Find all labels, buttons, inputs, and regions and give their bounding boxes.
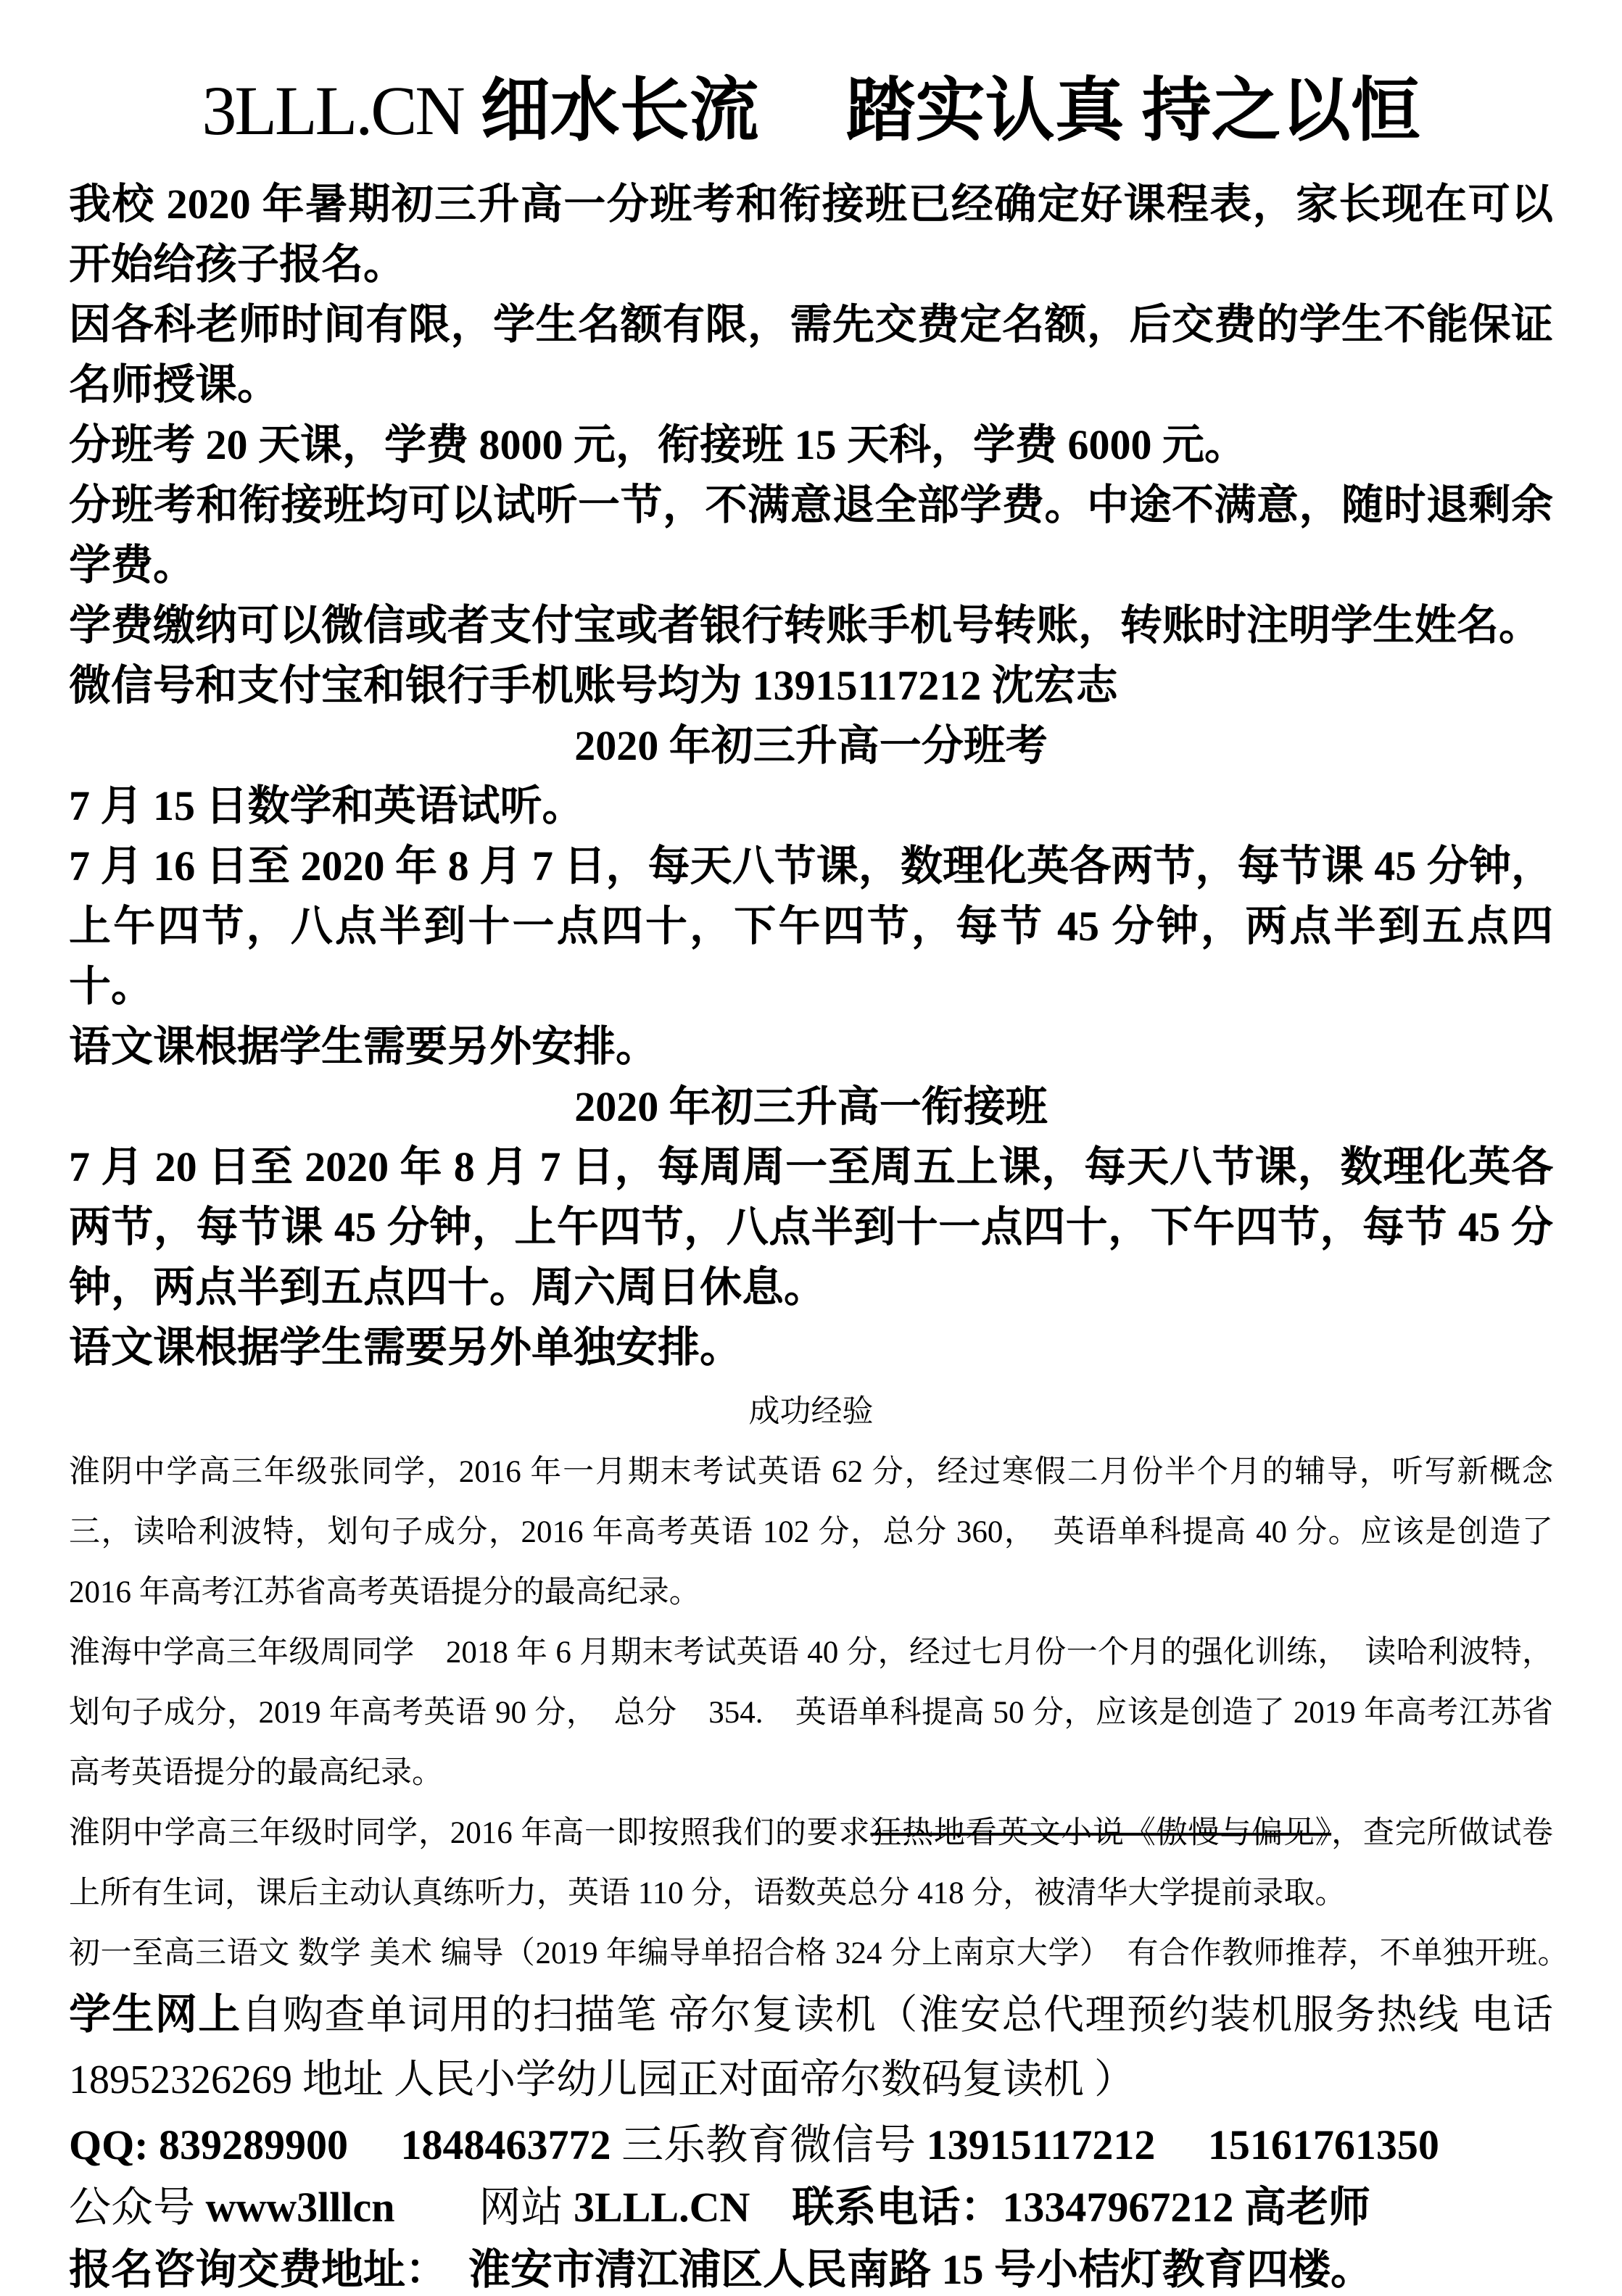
qq-contact-line <box>69 2114 1553 2176</box>
paragraph-account: 微信号和支付宝和银行手机账号均为 13915117212 沈宏志 <box>69 662 1118 709</box>
section-heading-xianjie: 2020 年初三升高一衔接班 <box>574 1083 1048 1130</box>
paragraph-fenban-chinese: 语文课根据学生需要另外安排。 <box>69 1023 658 1070</box>
paragraph-fee: 分班考 20 天课，学费 8000 元，衔接班 15 天科，学费 6000 元。 <box>69 421 1247 468</box>
paragraph-payment: 学费缴纳可以微信或者支付宝或者银行转账手机号转账，转账时注明学生姓名。 <box>69 602 1542 649</box>
paragraph-fenban-schedule: 7 月 16 日至 2020 年 8 月 7 日，每天八节课，数理化英各两节，每节课 45 分钟，上午四节，八点半到十一点四十，下午四节，每节 45 分钟，两点半到五点四十。 <box>69 842 1553 1010</box>
paragraph-trial-date: 7 月 15 日数学和英语试听。 <box>69 782 584 829</box>
paragraph-courses <box>69 1923 1615 2114</box>
title-motto: 细水长流 踏实认真 持之以恒 <box>463 72 1420 149</box>
title-site-name: 3LLL.CN <box>202 72 463 149</box>
website-url: 3LLL.CN <box>574 2184 750 2231</box>
web-contact-line <box>69 2176 1553 2239</box>
paragraph-refund: 分班考和衔接班均可以试听一节，不满意退全部学费。中途不满意，随时退剩余学费。 <box>69 481 1553 589</box>
story-3-strikethrough-text: 狂热地看英文小说《傲慢与偏见》 <box>870 1816 1332 1850</box>
address-value: 淮安市清江浦区人民南路 15 号小桔灯教育四楼。 <box>468 2246 1373 2293</box>
courses-students-online-text: 学生网上 <box>69 1991 241 2038</box>
paragraph-intro: 我校 2020 年暑期初三升高一分班考和衔接班已经确定好课程表，家长现在可以开始给孩子报名。 <box>69 181 1553 288</box>
courses-scanner-reseller-text: 自购查单词用的扫描笔 帝尔复读机（淮安总代理预约装机服务热线 电话 18952326269 地址 人民小学幼儿园正对面帝尔数码复读机 ） <box>69 1993 1553 2102</box>
story-3-text-after: ，查完所做试卷上所有生词，课后主动认真练听力，英语 110 分，语数英总分 418 分，被清华大学提前录取。 <box>69 1816 1554 1910</box>
public-account-id: www3lllcn <box>205 2184 395 2231</box>
website-label: 网站 <box>394 2184 574 2231</box>
wechat-numbers: 13915117212 15161761350 <box>926 2121 1439 2168</box>
paragraph-xianjie-schedule: 7 月 20 日至 2020 年 8 月 7 日，每周周一至周五上课，每天八节课，数理化英各两节，每节课 45 分钟，上午四节，八点半到十一点四十，下午四节，每节 45 分钟，两点半到五点四十。周六周日休息。 <box>69 1143 1553 1311</box>
qq-label: QQ: <box>69 2121 160 2168</box>
success-story-2: 淮海中学高三年级周同学 2018 年 6 月期末考试英语 40 分，经过七月份一个月的强化训练， 读哈利波特，划句子成分，2019 年高考英语 90 分， 总分 354. 英语单科提高 50 分，应该是创造了 2019 年高考江苏省高考英语提分的最高纪录。 <box>69 1636 1553 1790</box>
address-line <box>69 2239 1553 2296</box>
address-label: 报名咨询交费地址： <box>69 2246 469 2293</box>
wechat-label: 三乐教育微信号 <box>621 2121 927 2168</box>
courses-list-text: 初一至高三语文 数学 美术 编导（2019 年编导单招合格 324 分上南京大学） 有合作教师推荐，不单独开班。 <box>69 1936 1615 1970</box>
page-title <box>69 57 1553 165</box>
section-heading-fenban: 2020 年初三升高一分班考 <box>574 722 1048 769</box>
story-3-text-before: 淮阴中学高三年级时同学，2016 年高一即按照我们的要求 <box>69 1816 871 1850</box>
contact-phone-text: 联系电话：13347967212 高老师 <box>750 2184 1370 2231</box>
qq-numbers: 839289900 1848463772 <box>159 2121 622 2168</box>
success-story-1: 淮阴中学高三年级张同学，2016 年一月期末考试英语 62 分，经过寒假二月份半个月的辅导，听写新概念三，读哈利波特，划句子成分，2016 年高考英语 102 分，总分 360， 英语单科提高 40 分。应该是创造了 2016 年高考江苏省高考英语提分的最高纪录。 <box>69 1455 1553 1609</box>
paragraph-quota: 因各科老师时间有限，学生名额有限，需先交费定名额，后交费的学生不能保证名师授课。 <box>69 301 1553 408</box>
section-heading-success: 成功经验 <box>748 1395 874 1429</box>
success-story-3 <box>69 1803 1553 1923</box>
paragraph-xianjie-chinese: 语文课根据学生需要另外单独安排。 <box>69 1324 742 1371</box>
public-account-label: 公众号 <box>69 2184 206 2231</box>
